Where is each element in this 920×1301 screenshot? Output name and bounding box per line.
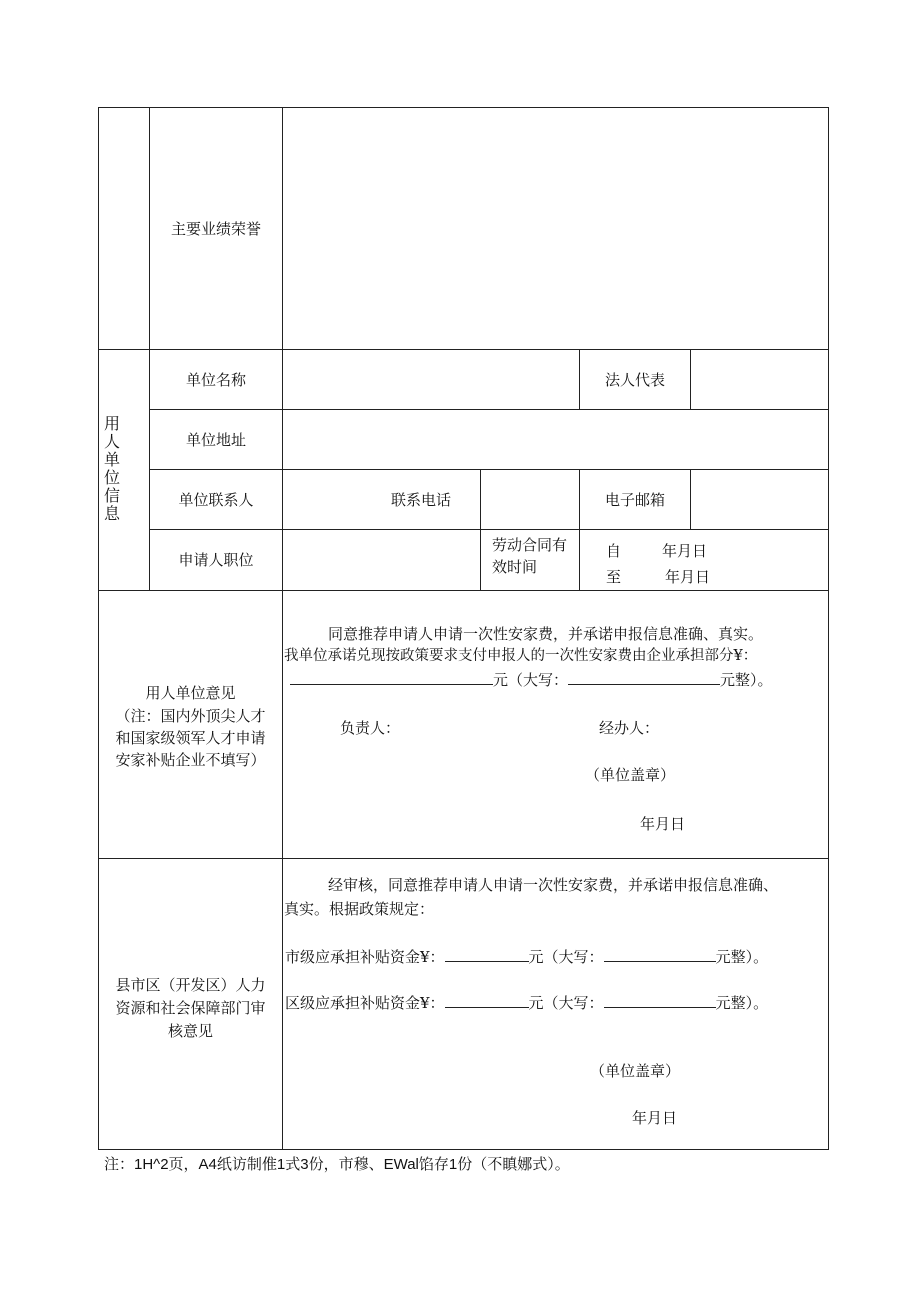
legal-rep-label: 法人代表 <box>604 371 665 389</box>
row-line <box>98 858 829 859</box>
achievements-field[interactable] <box>284 109 827 348</box>
col-line <box>579 469 580 590</box>
contact-phone-field[interactable] <box>482 471 578 528</box>
col-line <box>690 469 691 530</box>
table-right-border <box>828 107 829 1150</box>
footer-note: 注：1H^2页，A4纸访制倠1式3份，市穆、EWal馅存1份（不瞋娜式）。 <box>104 1156 570 1173</box>
email-field[interactable] <box>692 471 827 528</box>
city-subsidy-line <box>285 945 768 967</box>
city-yuan-end-text: 元整）。 <box>715 948 769 966</box>
unit-name-label: 单位名称 <box>185 371 246 389</box>
employer-date: 年月日 <box>640 815 686 833</box>
email-label: 电子邮箱 <box>604 491 665 509</box>
hr-seal: （单位盖章） <box>590 1062 681 1080</box>
achievements-label: 主要业绩荣誉 <box>170 220 261 238</box>
contact-phone-label: 联系电话 <box>391 491 452 509</box>
city-amount-words-blank[interactable] <box>604 945 716 962</box>
from-date[interactable]: 年月日 <box>662 542 708 560</box>
responsible-label: 负责人： <box>340 719 401 737</box>
district-subsidy-label: 区级应承担补贴资金¥： <box>285 994 445 1012</box>
to-label: 至 <box>606 568 622 586</box>
col-line <box>282 107 283 1150</box>
district-yuan-text: 元（大写： <box>528 994 604 1012</box>
district-subsidy-line <box>285 991 768 1013</box>
table-bottom-border <box>98 1149 829 1150</box>
col-line <box>480 469 481 590</box>
unit-name-field[interactable] <box>284 351 578 408</box>
applicant-position-field[interactable] <box>284 531 479 589</box>
hr-opinion-title-2: 资源和社会保障部门审 <box>115 999 266 1017</box>
employer-yuan-end-text: 元整）。 <box>720 671 773 689</box>
col-line <box>690 349 691 410</box>
employer-opinion-note-1: （注：国内外顶尖人才 <box>115 707 266 725</box>
hr-opinion-title-1: 县市区（开发区）人力 <box>115 976 266 994</box>
employer-info-side-label: 用人单位信息 <box>103 414 120 523</box>
row-line <box>149 469 829 470</box>
city-yuan-text: 元（大写： <box>528 948 604 966</box>
employer-seal: （单位盖章） <box>585 766 676 784</box>
employer-opinion-note-2: 和国家级领军人才申请 <box>115 729 266 747</box>
table-top-border <box>98 107 829 108</box>
row-line <box>149 409 829 410</box>
hr-opinion-para-2: 真实。根据政策规定： <box>284 900 435 918</box>
unit-address-field[interactable] <box>284 411 827 468</box>
hr-opinion-para-1: 经审核，同意推荐申请人申请一次性安家费，并承诺申报信息准确、 <box>328 876 779 894</box>
col-line <box>149 107 150 590</box>
from-label: 自 <box>606 542 622 560</box>
employer-opinion-para-1: 同意推荐申请人申请一次性安家费，并承诺申报信息准确、真实。 <box>328 625 764 643</box>
district-amount-words-blank[interactable] <box>604 991 716 1008</box>
hr-opinion-title-3: 核意见 <box>167 1022 213 1040</box>
city-subsidy-label: 市级应承担补贴资金¥： <box>285 948 445 966</box>
employer-yuan-text: 元（大写： <box>493 671 569 689</box>
contract-period-label-2: 效时间 <box>492 558 538 576</box>
contact-person-label: 单位联系人 <box>178 491 254 509</box>
unit-address-label: 单位地址 <box>185 431 246 449</box>
handler-label: 经办人： <box>599 719 660 737</box>
row-line <box>98 590 829 591</box>
employer-opinion-title: 用人单位意见 <box>145 684 236 702</box>
row-line <box>98 349 829 350</box>
to-date[interactable]: 年月日 <box>665 568 711 586</box>
legal-rep-field[interactable] <box>692 351 827 408</box>
district-yuan-end-text: 元整）。 <box>715 994 769 1012</box>
employer-amount-words-blank[interactable] <box>568 668 720 685</box>
applicant-position-label: 申请人职位 <box>178 551 254 569</box>
employer-opinion-note-3: 安家补贴企业不填写） <box>115 751 266 769</box>
row-line <box>149 529 829 530</box>
contract-period-label-1: 劳动合同有 <box>492 536 568 554</box>
employer-amount-blank[interactable] <box>290 668 493 685</box>
hr-date: 年月日 <box>632 1109 678 1127</box>
district-amount-blank[interactable] <box>445 991 529 1008</box>
employer-opinion-para-2: 我单位承诺兑现按政策要求支付申报人的一次性安家费由企业承担部分¥： <box>284 648 758 664</box>
city-amount-blank[interactable] <box>445 945 529 962</box>
employer-amount-line <box>290 668 773 690</box>
